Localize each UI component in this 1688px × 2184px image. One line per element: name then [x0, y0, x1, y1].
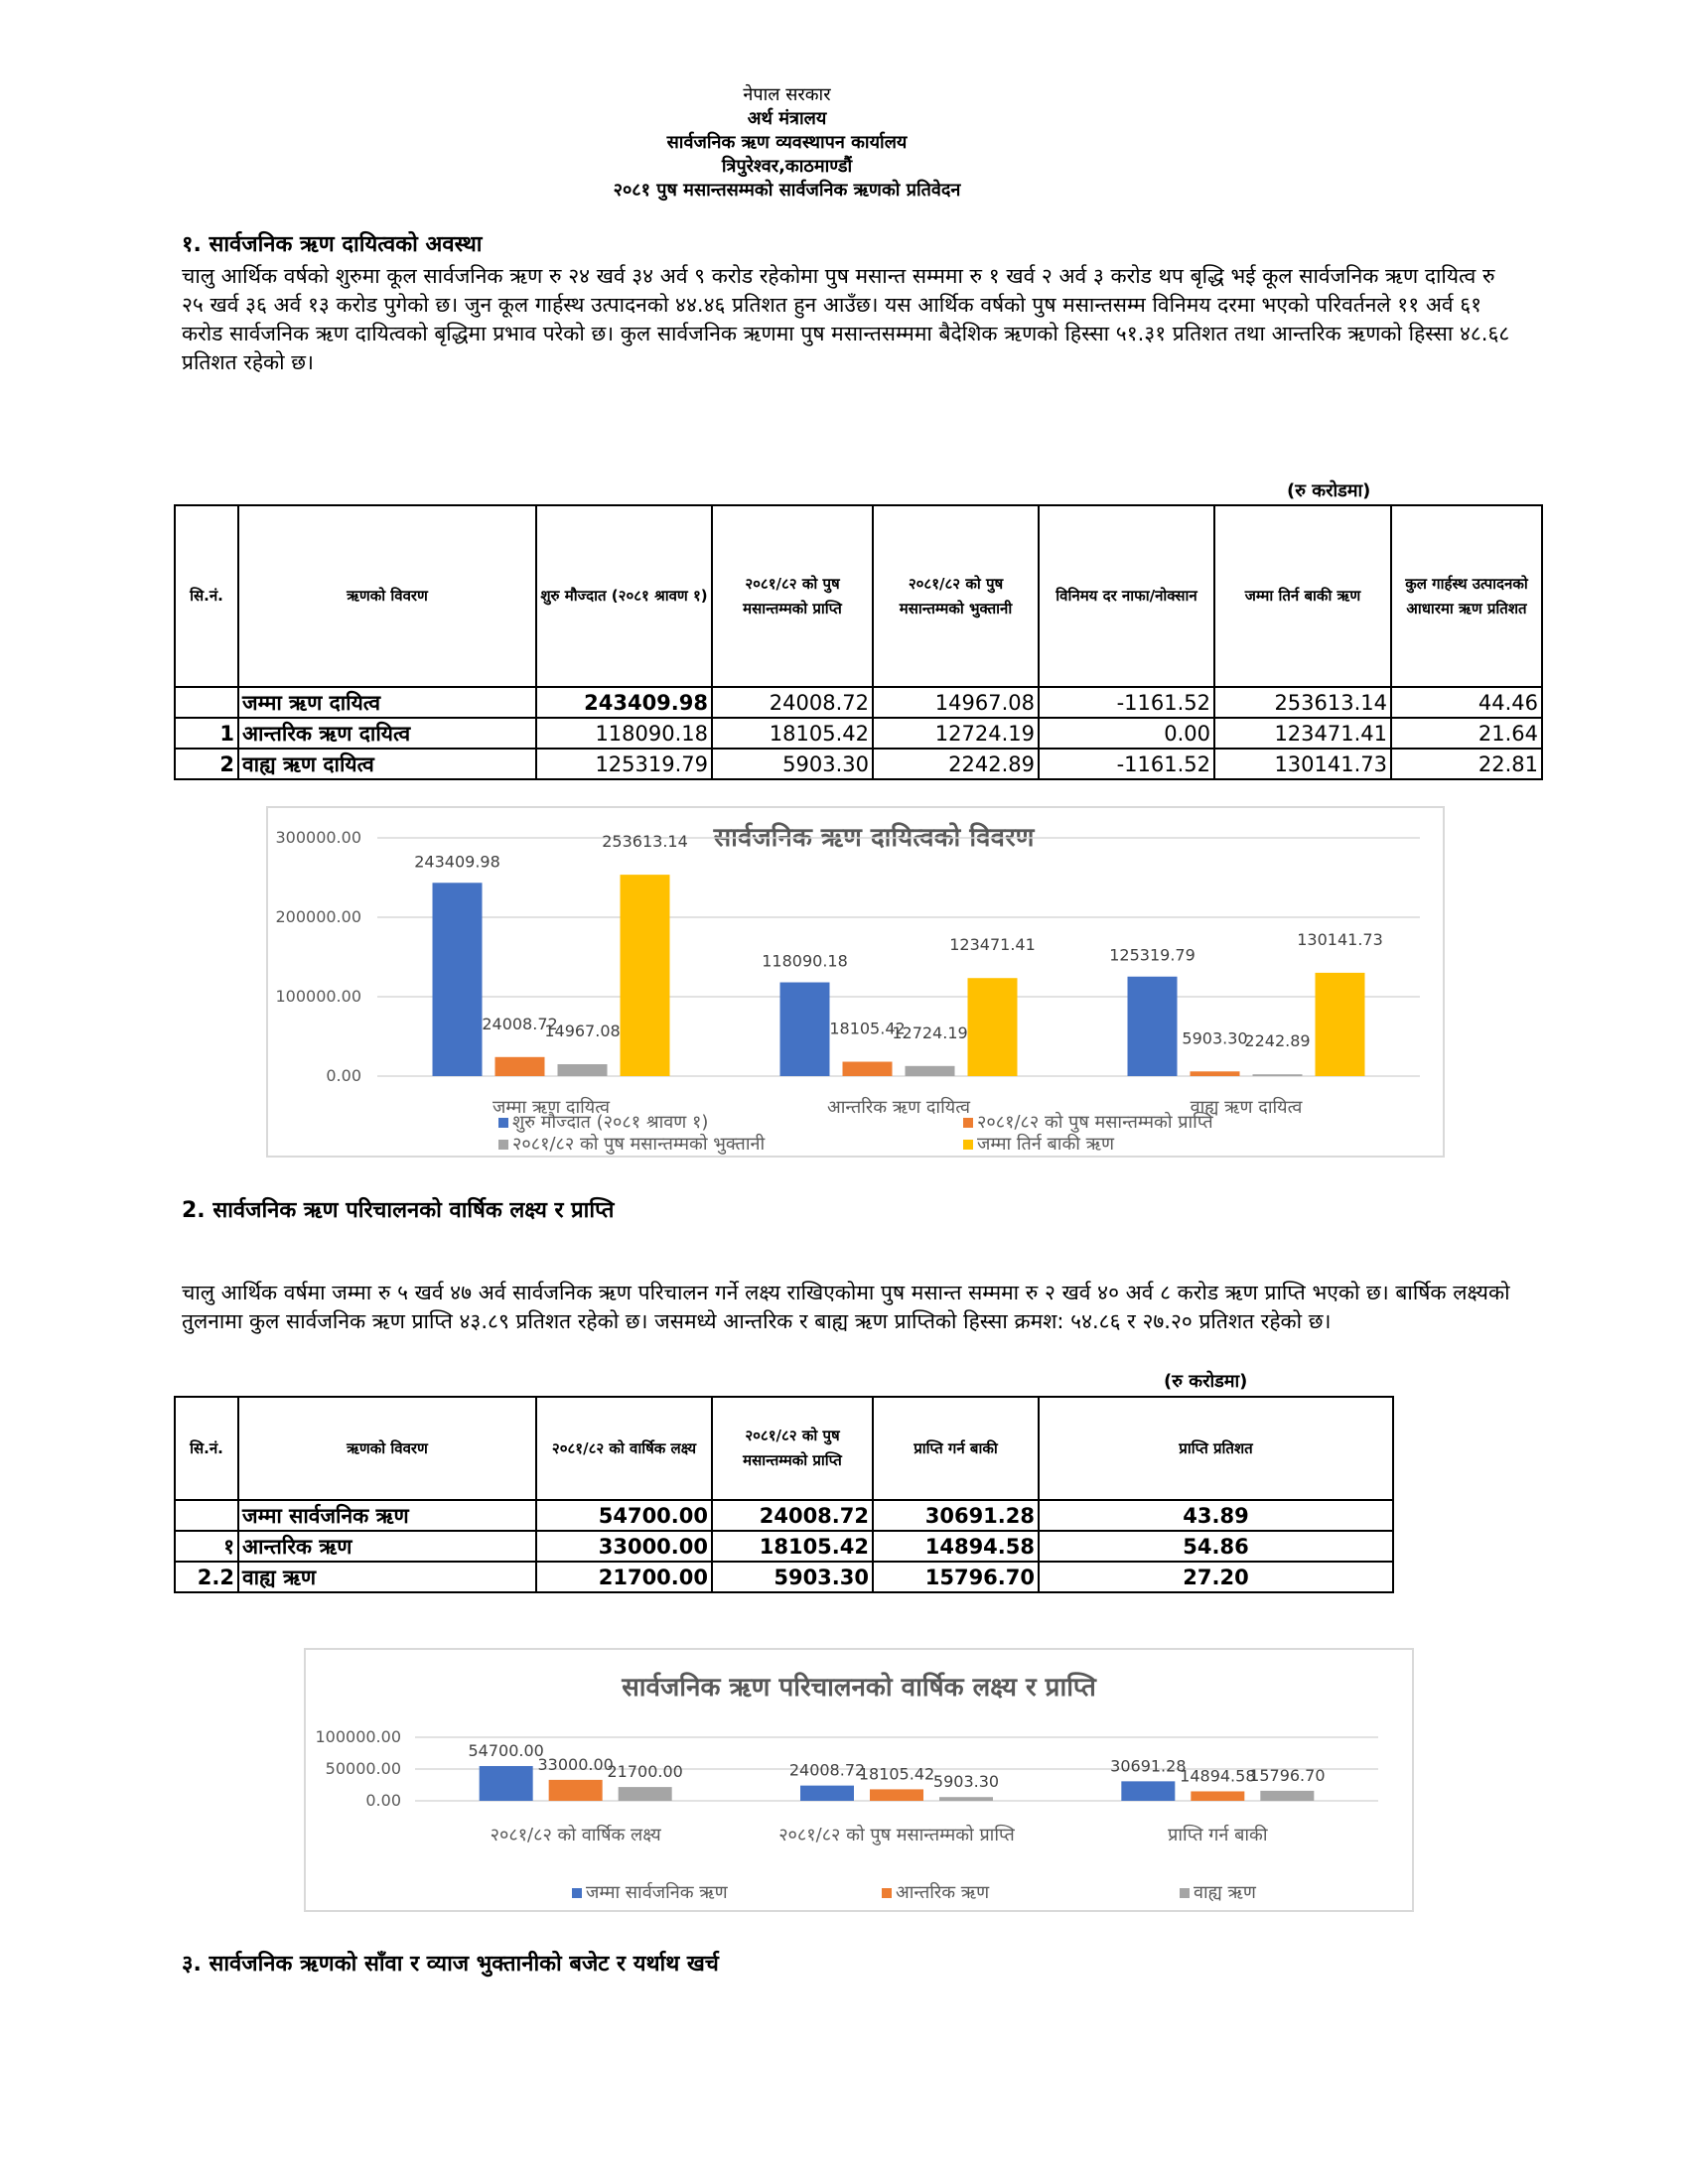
bar — [906, 1066, 955, 1076]
y-tick-label: 100000.00 — [275, 987, 361, 1006]
table-cell: 24008.72 — [712, 687, 873, 718]
column-header: सि.नं. — [175, 1397, 238, 1500]
y-tick-label: 0.00 — [365, 1791, 401, 1810]
table-cell: आन्तरिक ऋण — [238, 1531, 536, 1562]
header-ministry: अर्थ मंत्रालय — [747, 108, 827, 129]
column-header: प्राप्ति गर्न बाकी — [873, 1397, 1039, 1500]
data-label: 18105.42 — [829, 1019, 906, 1038]
table-cell: 54700.00 — [536, 1500, 712, 1531]
data-label: 33000.00 — [537, 1754, 614, 1774]
table-cell: १ — [175, 1531, 238, 1562]
column-header: जम्मा तिर्न बाकी ऋण — [1214, 505, 1391, 687]
table-cell: 14967.08 — [873, 687, 1039, 718]
data-label: 15796.70 — [1249, 1765, 1326, 1785]
table-cell: 2 — [175, 749, 238, 779]
data-label: 123471.41 — [949, 935, 1036, 955]
table-cell: 18105.42 — [712, 718, 873, 749]
header-government: नेपाल सरकार — [743, 84, 831, 105]
chart-title: सार्वजनिक ऋण दायित्वको विवरण — [713, 823, 1035, 853]
bar — [1316, 973, 1365, 1076]
table-cell — [175, 1500, 238, 1531]
bar — [495, 1057, 545, 1076]
section2-paragraph: चालु आर्थिक वर्षमा जम्मा रु ५ खर्व ४७ अर्व सार्वजनिक ऋण परिचालन गर्ने लक्ष्य राखिएकोमा पुष मसान्त सम्ममा रु २ खर्व ४० अर्व ८ करोड ऋण प्राप्ति भएको छ। बार्षिक लक्ष्यको तुलनामा कुल सार्वजनिक ऋण प्राप्ति ४३.८९ प्रतिशत रहेको छ। जसमध्ये आन्तरिक र बाह्य ऋण प्राप्तिको हिस्सा क्रमश: ५४.८६ र २७.२० प्रतिशत रहेको छ। — [182, 1281, 1510, 1333]
table-cell: वाह्य ऋण दायित्व — [238, 749, 536, 779]
legend-swatch — [498, 1140, 508, 1150]
data-label: 2242.89 — [1244, 1031, 1311, 1051]
section1-unit: (रु करोडमा) — [1287, 480, 1371, 501]
table-cell: 43.89 — [1039, 1500, 1393, 1531]
x-category-label: जम्मा ऋण दायित्व — [492, 1097, 611, 1118]
legend-label: जम्मा सार्वजनिक ऋण — [586, 1882, 728, 1903]
table-cell: 12724.19 — [873, 718, 1039, 749]
bar — [1191, 1071, 1240, 1076]
bar — [1253, 1074, 1303, 1076]
table-row — [175, 687, 1542, 718]
bar — [619, 1787, 672, 1801]
bar — [558, 1064, 608, 1076]
legend-swatch — [963, 1140, 973, 1150]
table-cell: 253613.14 — [1214, 687, 1391, 718]
column-header: २०८१/८२ को पुष मसान्तम्मको प्राप्ति — [712, 505, 873, 687]
y-tick-label: 50000.00 — [325, 1759, 401, 1778]
table-cell: वाह्य ऋण — [238, 1562, 536, 1592]
section3-title: ३. सार्वजनिक ऋणको साँवा र व्याज भुक्तानीको बजेट र यर्थाथ खर्च — [182, 1952, 719, 1977]
table-header-row — [175, 1397, 1393, 1500]
table-cell: 22.81 — [1391, 749, 1542, 779]
x-category-label: २०८१/८२ को पुष मसान्तम्मको प्राप्ति — [778, 1825, 1015, 1845]
table-cell: जम्मा ऋण दायित्व — [238, 687, 536, 718]
chart-debt-liability — [266, 806, 1445, 1158]
data-label: 5903.30 — [932, 1772, 1000, 1792]
bar — [1191, 1791, 1244, 1801]
section1-title: १. सार्वजनिक ऋण दायित्वको अवस्था — [182, 232, 483, 257]
table-cell: 44.46 — [1391, 687, 1542, 718]
document-header — [0, 83, 1574, 203]
data-label: 12724.19 — [892, 1023, 968, 1042]
section2-title: 2. सार्वजनिक ऋण परिचालनको वार्षिक लक्ष्य र प्राप्ति — [182, 1198, 615, 1223]
data-label: 14967.08 — [544, 1022, 621, 1041]
table-cell: 14894.58 — [873, 1531, 1039, 1562]
table-cell: 123471.41 — [1214, 718, 1391, 749]
table-row — [175, 749, 1542, 779]
table-cell: 0.00 — [1039, 718, 1214, 749]
table-row — [175, 1531, 1393, 1562]
section2-unit: (रु करोडमा) — [1164, 1371, 1248, 1392]
table-cell: -1161.52 — [1039, 687, 1214, 718]
table-row — [175, 1562, 1393, 1592]
legend-swatch — [1180, 1888, 1190, 1898]
bar-chart-svg — [268, 808, 1443, 1156]
bar — [433, 883, 483, 1076]
legend-label: जम्मा तिर्न बाकी ऋण — [977, 1134, 1115, 1155]
data-label: 130141.73 — [1297, 929, 1383, 949]
bar — [780, 983, 830, 1076]
legend-swatch — [498, 1118, 508, 1128]
legend-swatch — [963, 1118, 973, 1128]
debt-liability-table — [174, 504, 1543, 780]
table-cell: 130141.73 — [1214, 749, 1391, 779]
column-header: २०८१/८२ को वार्षिक लक्ष्य — [536, 1397, 712, 1500]
legend-label: शुरु मौज्दात (२०८१ श्रावण १) — [512, 1112, 709, 1133]
table-cell: 24008.72 — [712, 1500, 873, 1531]
legend-swatch — [882, 1888, 892, 1898]
table-cell: 21.64 — [1391, 718, 1542, 749]
column-header: विनिमय दर नाफा/नोक्सान — [1039, 505, 1214, 687]
bar — [939, 1797, 993, 1801]
table-cell: 54.86 — [1039, 1531, 1393, 1562]
bar — [1260, 1791, 1314, 1801]
data-label: 54700.00 — [468, 1740, 544, 1760]
table-cell: 243409.98 — [536, 687, 712, 718]
section1-paragraph: चालु आर्थिक वर्षको शुरुमा कूल सार्वजनिक ऋण रु २४ खर्व ३४ अर्व ९ करोड रहेकोमा पुष मसान्त सम्ममा रु १ खर्व २ अर्व ३ करोड थप बृद्धि भई कूल सार्वजनिक ऋण दायित्व रु २५ खर्व ३६ अर्व १३ करोड पुगेको छ। जुन कूल गार्हस्थ उत्पादनको ४४.४६ प्रतिशत हुन आउँछ। यस आर्थिक वर्षको पुष मसान्तसम्म विनिमय दरमा भएको परिवर्तनले ११ अर्व ६१ करोड सार्वजनिक ऋण दायित्वको बृद्धिमा प्रभाव परेको छ। कुल सार्वजनिक ऋणमा पुष मसान्तसम्ममा बैदेशिक ऋणको हिस्सा ५१.३१ प्रतिशत तथा आन्तरिक ऋणको हिस्सा ४८.६८ प्रतिशत रहेको छ। — [182, 264, 1510, 374]
table-cell: 125319.79 — [536, 749, 712, 779]
chart-title: सार्वजनिक ऋण परिचालनको वार्षिक लक्ष्य र प्राप्ति — [622, 1673, 1096, 1703]
table-cell: 33000.00 — [536, 1531, 712, 1562]
bar — [870, 1789, 923, 1801]
table-cell: 5903.30 — [712, 749, 873, 779]
debt-mobilization-table — [174, 1396, 1394, 1593]
bar — [549, 1780, 603, 1801]
legend-label: वाह्य ऋण — [1194, 1882, 1256, 1903]
column-header: शुरु मौज्दात (२०८१ श्रावण १) — [536, 505, 712, 687]
bar — [968, 978, 1018, 1076]
table-cell: 1 — [175, 718, 238, 749]
legend-label: आन्तरिक ऋण — [896, 1882, 990, 1903]
y-tick-label: 300000.00 — [275, 828, 361, 847]
data-label: 253613.14 — [602, 832, 688, 852]
column-header: ऋणको विवरण — [238, 1397, 536, 1500]
column-header: कुल गार्हस्थ उत्पादनको आधारमा ऋण प्रतिशत — [1391, 505, 1542, 687]
table-header-row — [175, 505, 1542, 687]
header-report-title: २०८१ पुष मसान्तसम्मको सार्वजनिक ऋणको प्रतिवेदन — [613, 180, 961, 201]
column-header: प्राप्ति प्रतिशत — [1039, 1397, 1393, 1500]
bar — [480, 1766, 533, 1801]
x-category-label: वाह्य ऋण दायित्व — [1190, 1097, 1303, 1118]
table-cell: 2242.89 — [873, 749, 1039, 779]
header-office: सार्वजनिक ऋण व्यवस्थापन कार्यालय — [666, 132, 908, 153]
table-cell: 21700.00 — [536, 1562, 712, 1592]
table-cell: 5903.30 — [712, 1562, 873, 1592]
y-tick-label: 100000.00 — [315, 1727, 401, 1746]
table-cell: 118090.18 — [536, 718, 712, 749]
table-cell: आन्तरिक ऋण दायित्व — [238, 718, 536, 749]
table-row — [175, 718, 1542, 749]
bar — [843, 1062, 893, 1076]
legend-swatch — [572, 1888, 582, 1898]
y-tick-label: 200000.00 — [275, 907, 361, 926]
table-cell: 18105.42 — [712, 1531, 873, 1562]
chart-debt-mobilization — [304, 1648, 1414, 1912]
legend-label: २०८१/८२ को पुष मसान्तम्मको भुक्तानी — [512, 1134, 766, 1155]
table-cell: 2.2 — [175, 1562, 238, 1592]
table-cell: जम्मा सार्वजनिक ऋण — [238, 1500, 536, 1531]
table-cell — [175, 687, 238, 718]
data-label: 24008.72 — [788, 1760, 866, 1780]
data-label: 5903.30 — [1182, 1028, 1248, 1048]
table-row — [175, 1500, 1393, 1531]
bar — [1128, 977, 1178, 1076]
column-header: ऋणको विवरण — [238, 505, 536, 687]
bar — [1121, 1781, 1175, 1801]
header-location: त्रिपुरेश्वर,काठमाण्डौं — [721, 156, 853, 177]
bar-chart-svg — [306, 1650, 1412, 1910]
data-label: 125319.79 — [1109, 945, 1196, 965]
y-tick-label: 0.00 — [326, 1066, 361, 1085]
x-category-label: प्राप्ति गर्न बाकी — [1168, 1825, 1268, 1845]
data-label: 21700.00 — [607, 1762, 683, 1782]
data-label: 18105.42 — [858, 1764, 935, 1784]
data-label: 243409.98 — [414, 852, 500, 872]
column-header: २०८१/८२ को पुष मसान्तम्मको भुक्तानी — [873, 505, 1039, 687]
bar — [621, 875, 670, 1076]
table-cell: 15796.70 — [873, 1562, 1039, 1592]
table-cell: 27.20 — [1039, 1562, 1393, 1592]
table-cell: 30691.28 — [873, 1500, 1039, 1531]
legend-label: २०८१/८२ को पुष मसान्तम्मको प्राप्ति — [977, 1112, 1213, 1133]
table-cell: -1161.52 — [1039, 749, 1214, 779]
column-header: २०८१/८२ को पुष मसान्तम्मको प्राप्ति — [712, 1397, 873, 1500]
data-label: 30691.28 — [1110, 1756, 1187, 1776]
x-category-label: २०८१/८२ को वार्षिक लक्ष्य — [490, 1825, 661, 1845]
data-label: 14894.58 — [1180, 1766, 1256, 1786]
x-category-label: आन्तरिक ऋण दायित्व — [827, 1097, 970, 1118]
column-header: सि.नं. — [175, 505, 238, 687]
bar — [800, 1786, 854, 1801]
data-label: 118090.18 — [762, 951, 848, 971]
data-label: 24008.72 — [482, 1014, 558, 1033]
